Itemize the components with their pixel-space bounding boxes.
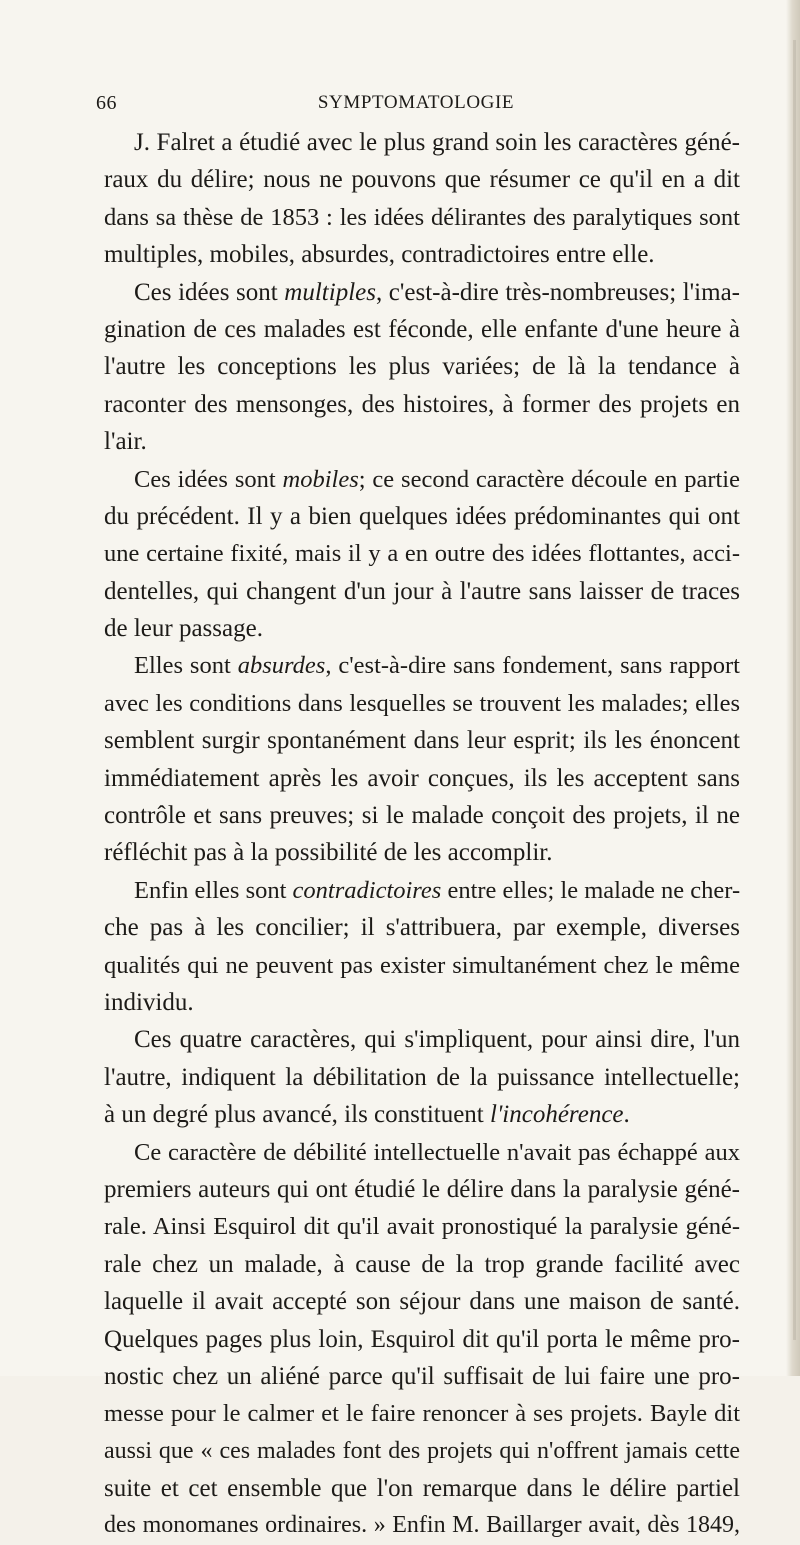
- text-line: [104, 498, 740, 535]
- text-line: [104, 610, 740, 647]
- italic-term: absurdes: [237, 652, 326, 680]
- text-run: Ces idées sont: [134, 278, 285, 306]
- text-line: [104, 1208, 740, 1245]
- text-line: [104, 1096, 740, 1133]
- text-line: [104, 1134, 740, 1171]
- text-line: [104, 1059, 740, 1096]
- text-run: individu.: [104, 988, 194, 1016]
- text-run: ; ce second caractère découle en partie: [358, 465, 740, 493]
- text-run: messe pour le calmer et le faire renoncer à ses projets. Bayle dit: [104, 1400, 740, 1428]
- text-line: [104, 348, 740, 385]
- page-edge-line: [793, 40, 796, 1340]
- text-run: rale chez un malade, à cause de la trop grande facilité avec: [104, 1250, 740, 1278]
- text-run: Ces idées sont: [134, 465, 283, 493]
- text-run: che pas à les concilier; il s'attribuera, par exemple, diverses: [104, 914, 740, 942]
- text-line: [104, 1246, 740, 1283]
- text-run: l'air.: [104, 428, 147, 456]
- text-line: [104, 685, 740, 722]
- text-run: raconter des mensonges, des histoires, à former des projets en: [104, 390, 740, 418]
- text-run: rale. Ainsi Esquirol dit qu'il avait pronostiqué la paralysie géné-: [104, 1213, 740, 1241]
- text-run: réfléchit pas à la possibilité de les accomplir.: [104, 839, 553, 867]
- text-line: [104, 236, 740, 273]
- text-run: qualités qui ne peuvent pas exister simultanément chez le même: [104, 951, 740, 979]
- body-text: [104, 124, 740, 1545]
- text-run: nostic chez un aliéné parce qu'il suffisait de lui faire une pro-: [104, 1362, 740, 1390]
- text-run: .: [623, 1101, 630, 1129]
- text-run: suite et cet ensemble que l'on remarque dans le délire partiel: [104, 1475, 740, 1503]
- text-run: Elles sont: [134, 652, 238, 680]
- text-run: immédiatement après les avoir conçues, ils les acceptent sans: [104, 764, 740, 792]
- text-line: [104, 423, 740, 460]
- text-run: de leur passage.: [104, 615, 263, 643]
- text-line: [104, 573, 740, 610]
- text-line: [104, 984, 740, 1021]
- running-title: SYMPTOMATOLOGIE: [317, 92, 515, 113]
- text-line: [104, 1171, 740, 1208]
- text-run: avec les conditions dans lesquelles se trouvent les malades; elles: [104, 689, 740, 717]
- italic-term: contradictoires: [292, 876, 442, 904]
- text-run: laquelle il avait accepté son séjour dans une maison de santé.: [104, 1288, 740, 1316]
- text-line: [104, 1470, 740, 1507]
- text-run: Quelques pages plus loin, Esquirol dit qu'il porta le même pro-: [104, 1325, 740, 1353]
- text-line: [104, 1021, 740, 1058]
- text-line: [104, 760, 740, 797]
- text-line: [104, 722, 740, 759]
- text-run: premiers auteurs qui ont étudié le délire dans la paralysie géné-: [104, 1175, 740, 1203]
- text-line: [104, 1283, 740, 1320]
- text-run: entre elles; le malade ne cher-: [441, 876, 741, 904]
- text-run: du précédent. Il y a bien quelques idées prédominantes qui ont: [104, 502, 740, 530]
- text-run: Enfin elles sont: [134, 876, 293, 904]
- text-line: [104, 274, 740, 311]
- running-head: [96, 90, 736, 116]
- text-run: gination de ces malades est féconde, elle enfante d'une heure à: [104, 315, 740, 343]
- text-line: [104, 834, 740, 871]
- text-line: [104, 199, 740, 236]
- italic-term: multiples: [284, 278, 376, 306]
- text-line: [104, 1507, 740, 1544]
- text-line: [104, 872, 740, 909]
- text-line: [104, 647, 740, 684]
- text-run: J. Falret a étudié avec le plus grand soin les caractères géné-: [134, 129, 740, 156]
- text-line: [104, 461, 740, 498]
- text-run: multiples, mobiles, absurdes, contradictoires entre elle.: [104, 241, 655, 269]
- text-line: [104, 124, 740, 161]
- text-run: des monomanes ordinaires. » Enfin M. Baillarger avait, dès 1849,: [104, 1512, 740, 1539]
- text-run: , c'est-à-dire sans fondement, sans rapport: [325, 652, 740, 680]
- text-run: l'autre les conceptions les plus variées; de là la tendance à: [104, 353, 740, 381]
- text-run: une certaine fixité, mais il y a en outre des idées flottantes, acci-: [104, 540, 740, 568]
- text-line: [104, 797, 740, 834]
- text-line: [104, 1395, 740, 1432]
- text-run: Ce caractère de débilité intellectuelle n'avait pas échappé aux: [134, 1138, 740, 1166]
- text-run: aussi que « ces malades font des projets qui n'offrent jamais cette: [104, 1437, 740, 1464]
- text-run: l'autre, indiquent la débilitation de la puissance intellectuelle;: [104, 1063, 740, 1091]
- page-number: 66: [96, 92, 117, 114]
- text-line: [104, 311, 740, 348]
- text-run: raux du délire; nous ne pouvons que résumer ce qu'il en a dit: [104, 166, 740, 194]
- text-line: [104, 161, 740, 198]
- text-run: , c'est-à-dire très-nombreuses; l'ima-: [375, 278, 740, 306]
- text-run: à un degré plus avancé, ils constituent: [104, 1101, 490, 1129]
- text-line: [104, 909, 740, 946]
- italic-term: mobiles: [282, 465, 359, 493]
- text-line: [104, 1321, 740, 1358]
- italic-term: l'incohérence: [490, 1101, 624, 1129]
- text-line: [104, 947, 740, 984]
- text-run: Ces quatre caractères, qui s'impliquent, pour ainsi dire, l'un: [134, 1026, 740, 1054]
- text-line: [104, 535, 740, 572]
- text-run: semblent surgir spontanément dans leur esprit; ils les énoncent: [104, 727, 740, 755]
- text-line: [104, 1433, 740, 1470]
- text-run: dentelles, qui changent d'un jour à l'autre sans laisser de traces: [104, 577, 740, 605]
- text-run: dans sa thèse de 1853 : les idées délirantes des paralytiques sont: [104, 203, 740, 231]
- text-line: [104, 1358, 740, 1395]
- text-line: [104, 386, 740, 423]
- text-run: contrôle et sans preuves; si le malade conçoit des projets, il ne: [104, 802, 740, 830]
